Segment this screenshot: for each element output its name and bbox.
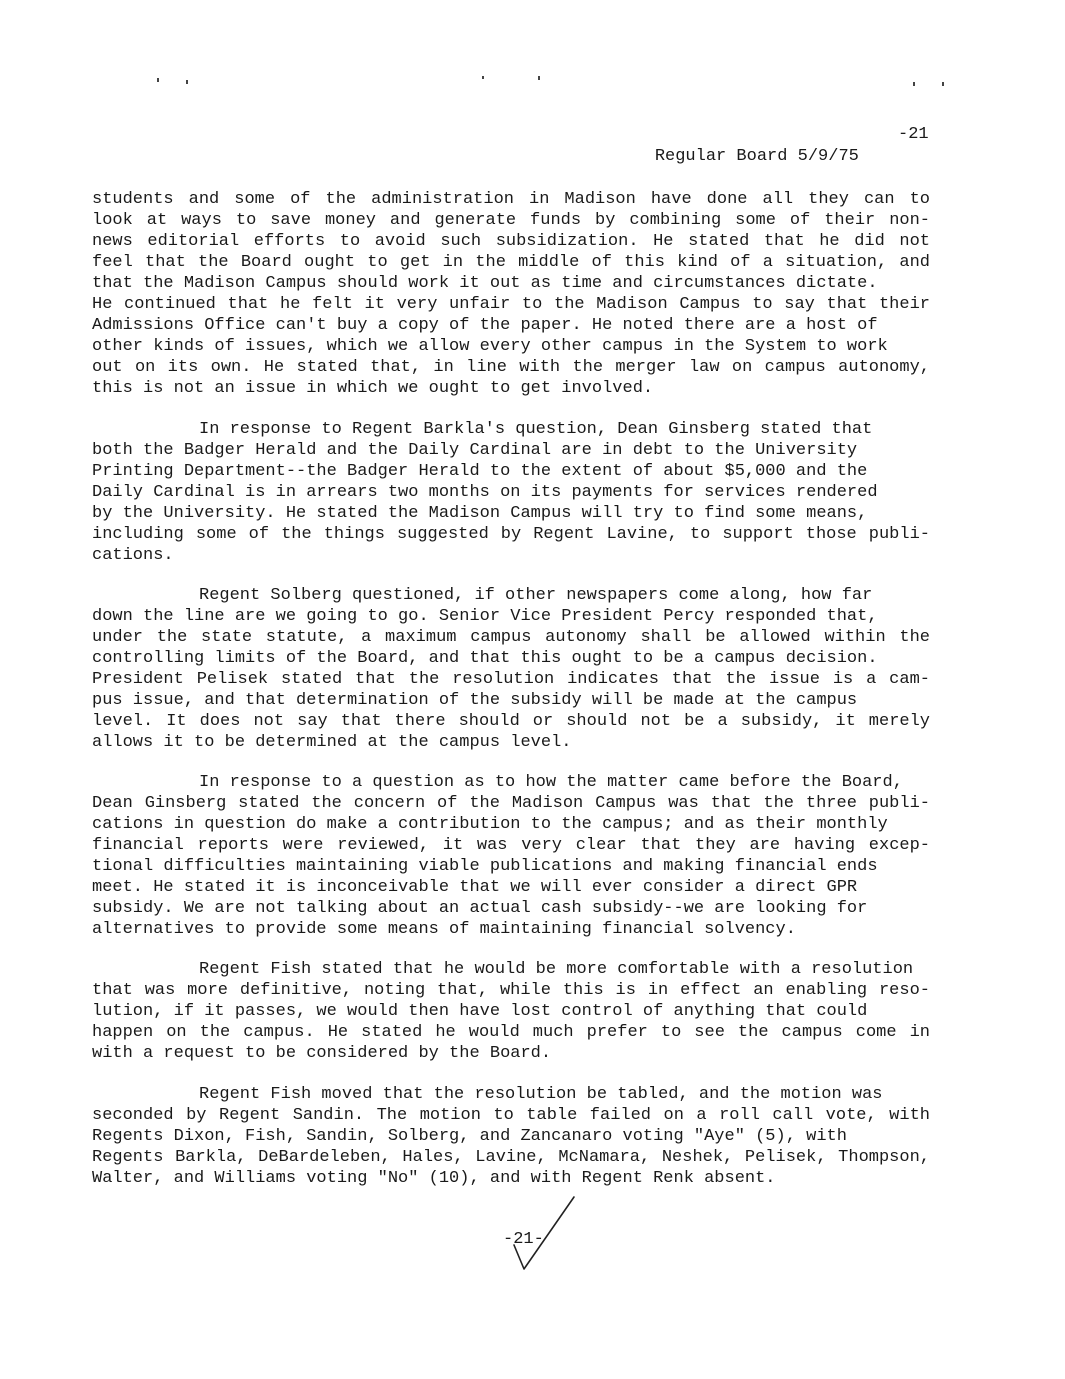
- text-line: that the Madison Campus should work it out as time and circumstances dictate.: [92, 274, 878, 293]
- text-line: tional difficulties maintaining viable publications and making financial ends: [92, 857, 878, 876]
- text-line: this is not an issue in which we ought to get involved.: [92, 379, 654, 398]
- text-line: both the Badger Herald and the Daily Cardinal are in debt to the University: [92, 441, 858, 460]
- text-line: seconded by Regent Sandin. The motion to table failed on a roll call vote, with: [92, 1106, 930, 1125]
- header-page-ref: -21: [898, 125, 929, 144]
- text-line: cations.: [92, 546, 174, 565]
- text-line: meet. He stated it is inconceivable that we will ever consider a direct GPR: [92, 878, 858, 897]
- text-line: Admissions Office can't buy a copy of the paper. He noted there are a host of: [92, 316, 878, 335]
- text-line: Regents Barkla, DeBardeleben, Hales, Lavine, McNamara, Neshek, Pelisek, Thompson,: [92, 1148, 930, 1167]
- text-line: down the line are we going to go. Senior Vice President Percy responded that,: [92, 607, 878, 626]
- text-line: Walter, and Williams voting "No" (10), and with Regent Renk absent.: [92, 1169, 776, 1188]
- text-line: by the University. He stated the Madison Campus will try to find some means,: [92, 504, 868, 523]
- text-line: news editorial efforts to avoid such subsidization. He stated that he did not: [92, 232, 930, 251]
- text-line: In response to Regent Barkla's question, Dean Ginsberg stated that: [199, 420, 873, 439]
- text-line: controlling limits of the Board, and that this ought to be a campus decision.: [92, 649, 878, 668]
- text-line: pus issue, and that determination of the subsidy will be made at the campus: [92, 691, 858, 710]
- scan-speck: [942, 82, 944, 86]
- text-line: under the state statute, a maximum campus autonomy shall be allowed within the: [92, 628, 930, 647]
- scan-speck: [157, 78, 159, 82]
- text-line: happen on the campus. He stated he would much prefer to see the campus come in: [92, 1023, 930, 1042]
- text-line: Regent Fish stated that he would be more comfortable with a resolution: [199, 960, 914, 979]
- text-line: allows it to be determined at the campus level.: [92, 733, 572, 752]
- text-line: Regent Solberg questioned, if other newspapers come along, how far: [199, 586, 873, 605]
- footer-page-number: -21-: [503, 1230, 544, 1249]
- scan-speck: [186, 80, 188, 84]
- text-line: alternatives to provide some means of maintaining financial solvency.: [92, 920, 796, 939]
- text-line: out on its own. He stated that, in line with the merger law on campus autonomy,: [92, 358, 930, 377]
- text-line: students and some of the administration in Madison have done all they can to: [92, 190, 930, 209]
- text-line: In response to a question as to how the matter came before the Board,: [199, 773, 903, 792]
- text-line: Printing Department--the Badger Herald to the extent of about $5,000 and the: [92, 462, 868, 481]
- text-line: cations in question do make a contribution to the campus; and as their monthly: [92, 815, 888, 834]
- text-line: Dean Ginsberg stated the concern of the Madison Campus was that the three publi-: [92, 794, 930, 813]
- handwritten-check-mark-icon: [510, 1195, 580, 1275]
- text-line: level. It does not say that there should or should not be a subsidy, it merely: [92, 712, 930, 731]
- text-line: President Pelisek stated that the resolution indicates that the issue is a cam-: [92, 670, 930, 689]
- text-line: that was more definitive, noting that, while this is in effect an enabling reso-: [92, 981, 930, 1000]
- scan-speck: [538, 76, 540, 80]
- header-title: Regular Board 5/9/75: [654, 147, 859, 166]
- text-line: financial reports were reviewed, it was very clear that they are having excep-: [92, 836, 930, 855]
- text-line: He continued that he felt it very unfair to the Madison Campus to say that their: [92, 295, 930, 314]
- text-line: Regents Dixon, Fish, Sandin, Solberg, and Zancanaro voting "Aye" (5), with: [92, 1127, 847, 1146]
- text-line: feel that the Board ought to get in the middle of this kind of a situation, and: [92, 253, 930, 272]
- text-line: look at ways to save money and generate funds by combining some of their non-: [92, 211, 930, 230]
- scan-speck: [913, 82, 915, 86]
- text-line: including some of the things suggested by Regent Lavine, to support those publi-: [92, 525, 930, 544]
- text-line: Regent Fish moved that the resolution be tabled, and the motion was: [199, 1085, 883, 1104]
- text-line: subsidy. We are not talking about an actual cash subsidy--we are looking for: [92, 899, 868, 918]
- text-line: with a request to be considered by the Board.: [92, 1044, 552, 1063]
- scan-speck: [482, 76, 484, 79]
- text-line: other kinds of issues, which we allow every other campus in the System to work: [92, 337, 888, 356]
- text-line: lution, if it passes, we would then have lost control of anything that could: [92, 1002, 868, 1021]
- text-line: Daily Cardinal is in arrears two months on its payments for services rendered: [92, 483, 878, 502]
